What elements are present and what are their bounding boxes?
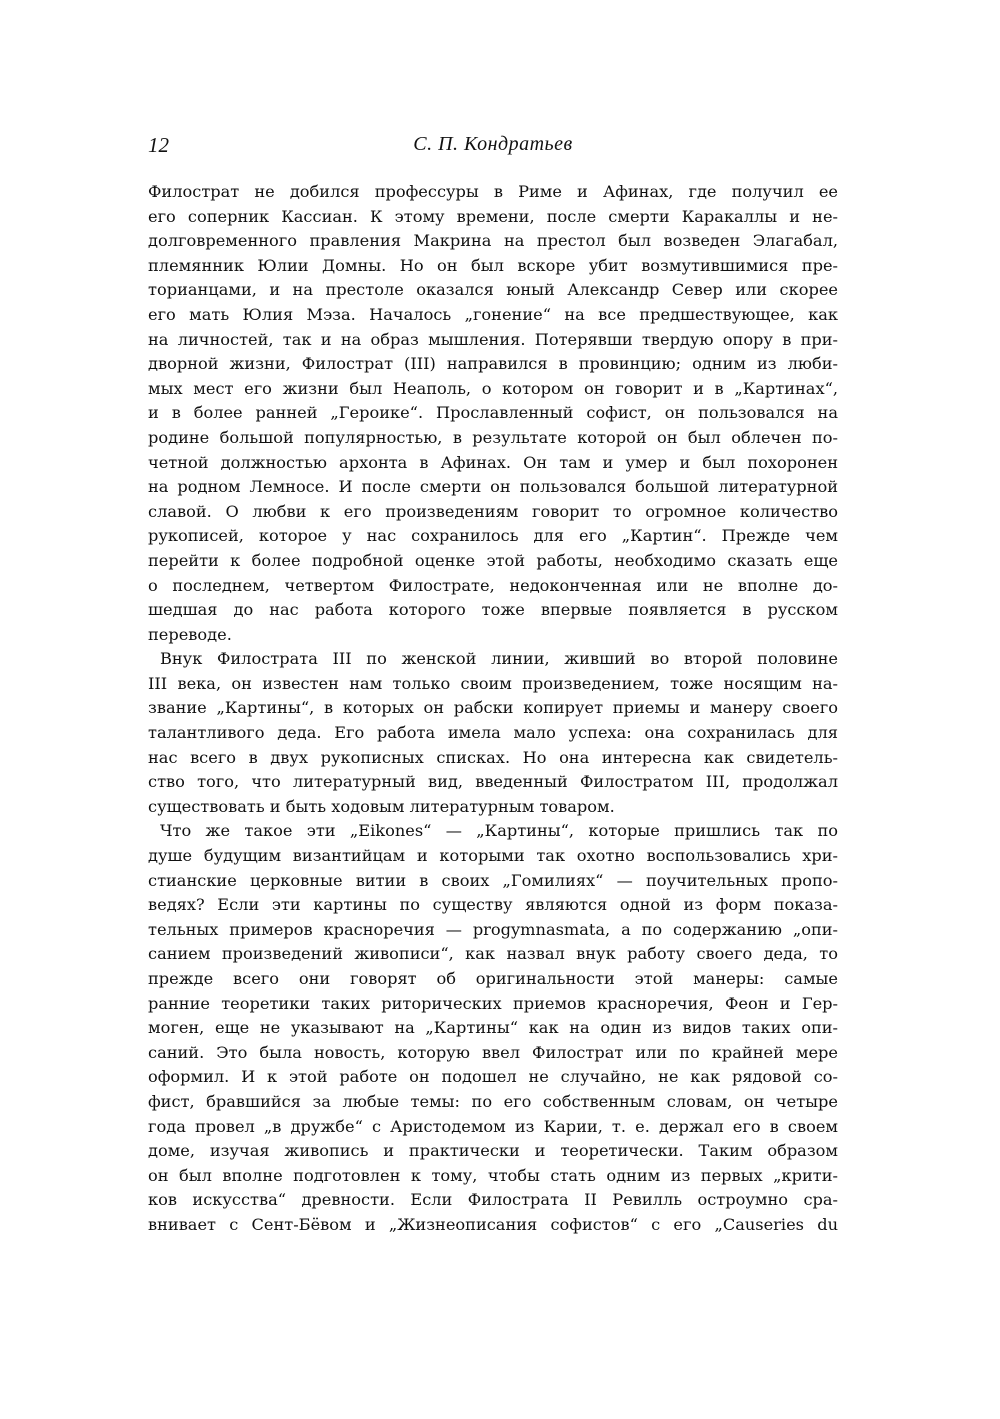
text-line: его соперник Кассиан. К этому времени, после смерти Каракаллы и не- — [148, 206, 838, 226]
text-line: перейти к более подробной оценке этой работы, необходимо сказать еще — [148, 550, 838, 570]
text-line: стианские церковные витии в своих „Гомилиях“ — поучительных пропо- — [148, 870, 838, 890]
text-line: душе будущим византийцам и которыми так охотно воспользовались хри- — [148, 846, 838, 866]
text-line: ведях? Если эти картины по существу являются одной из форм показа- — [148, 895, 838, 915]
text-line: Внук Филострата III по женской линии, живший во второй половине — [160, 649, 838, 669]
text-line: Что же такое эти „Eikones“ — „Картины“, которые пришлись так по — [160, 821, 838, 841]
text-line: Филострат не добился профессуры в Риме и Афинах, где получил ее — [148, 182, 838, 201]
text-line: родине большой популярностью, в результате которой он был облечен по- — [148, 427, 838, 447]
text-line: III века, он известен нам только своим произведением, тоже носящим на- — [148, 673, 838, 693]
text-line: шедшая до нас работа которого тоже впервые появляется в русском — [148, 600, 838, 620]
text-line: прежде всего они говорят об оригинальности этой манеры: самые — [148, 969, 838, 988]
text-line: о последнем, четвертом Филострате, недоконченная или не вполне до- — [148, 575, 838, 595]
text-line: внивает с Сент-Бёвом и „Жизнеописания софистов“ с его „Causeries du — [148, 1214, 838, 1234]
running-head — [148, 133, 838, 163]
text-line: оформил. И к этой работе он подошел не случайно, не как рядовой со- — [148, 1067, 838, 1087]
text-line: саний. Это была новость, которую ввел Филострат или по крайней мере — [148, 1042, 838, 1062]
text-line: года провел „в дружбе“ с Аристодемом из Карии, т. е. держал его в своем — [148, 1116, 838, 1136]
body-text — [148, 180, 838, 1238]
text-line: четной должностью архонта в Афинах. Он там и умер и был похоронен — [148, 452, 838, 472]
text-line: переводе. — [148, 624, 232, 644]
text-line: долговременного правления Макрина на престол был возведен Элагабал, — [148, 231, 838, 251]
text-line: ранние теоретики таких риторических приемов красноречия, Феон и Гер- — [148, 993, 838, 1013]
text-line: славой. О любви к его произведениям говорит то огромное количество — [148, 501, 838, 521]
text-line: талантливого деда. Его работа имела мало успеха: она сохранилась для — [148, 723, 838, 743]
page-number: 12 — [148, 133, 169, 157]
paragraph — [148, 647, 838, 819]
text-line: ков искусства“ древности. Если Филострата II Ревилль остроумно сра- — [148, 1190, 838, 1210]
text-line: нас всего в двух рукописных списках. Но она интересна как свидетель- — [148, 747, 838, 767]
text-line: и в более ранней „Героике“. Прославленный софист, он пользовался на — [148, 403, 838, 423]
text-line: звание „Картины“, в которых он рабски копирует приемы и манеру своего — [148, 698, 838, 718]
text-line: торианцами, и на престоле оказался юный Александр Север или скорее — [148, 280, 838, 300]
text-line: ство того, что литературный вид, введенный Филостратом III, продолжал — [148, 772, 838, 792]
text-line: его мать Юлия Мэза. Началось „гонение“ на все предшествующее, как — [148, 304, 838, 324]
text-line: фист, бравшийся за любые темы: по его собственным словам, он четыре — [148, 1091, 838, 1111]
running-title: С. П. Кондратьев — [413, 133, 573, 155]
text-line: дворной жизни, Филострат (III) направился в провинцию; одним из люби- — [148, 354, 838, 374]
text-line: доме, изучая живопись и практически и теоретически. Таким образом — [148, 1141, 838, 1161]
text-line: на родном Лемносе. И после смерти он пользовался большой литературной — [148, 477, 838, 497]
text-line: существовать и быть ходовым литературным товаром. — [148, 796, 615, 816]
text-line: племянник Юлии Домны. Но он был вскоре убит возмутившимися пре- — [148, 255, 838, 275]
text-line: на личностей, так и на образ мышления. Потерявши твердую опору в при- — [148, 329, 838, 349]
text-line: мых мест его жизни был Неаполь, о котором он говорит и в „Картинах“, — [148, 378, 838, 398]
paragraph — [148, 180, 838, 647]
paragraph — [148, 819, 838, 1237]
text-line: рукописей, которое у нас сохранилось для его „Картин“. Прежде чем — [148, 526, 838, 546]
text-line: тельных примеров красноречия — progymnasmata, а по содержанию „опи- — [148, 919, 838, 939]
text-line: он был вполне подготовлен к тому, чтобы стать одним из первых „крити- — [148, 1165, 838, 1185]
text-line: санием произведений живописи“, как назвал внук работу своего деда, то — [148, 944, 838, 964]
text-line: моген, еще не указывают на „Картины“ как на один из видов таких опи- — [148, 1018, 838, 1038]
